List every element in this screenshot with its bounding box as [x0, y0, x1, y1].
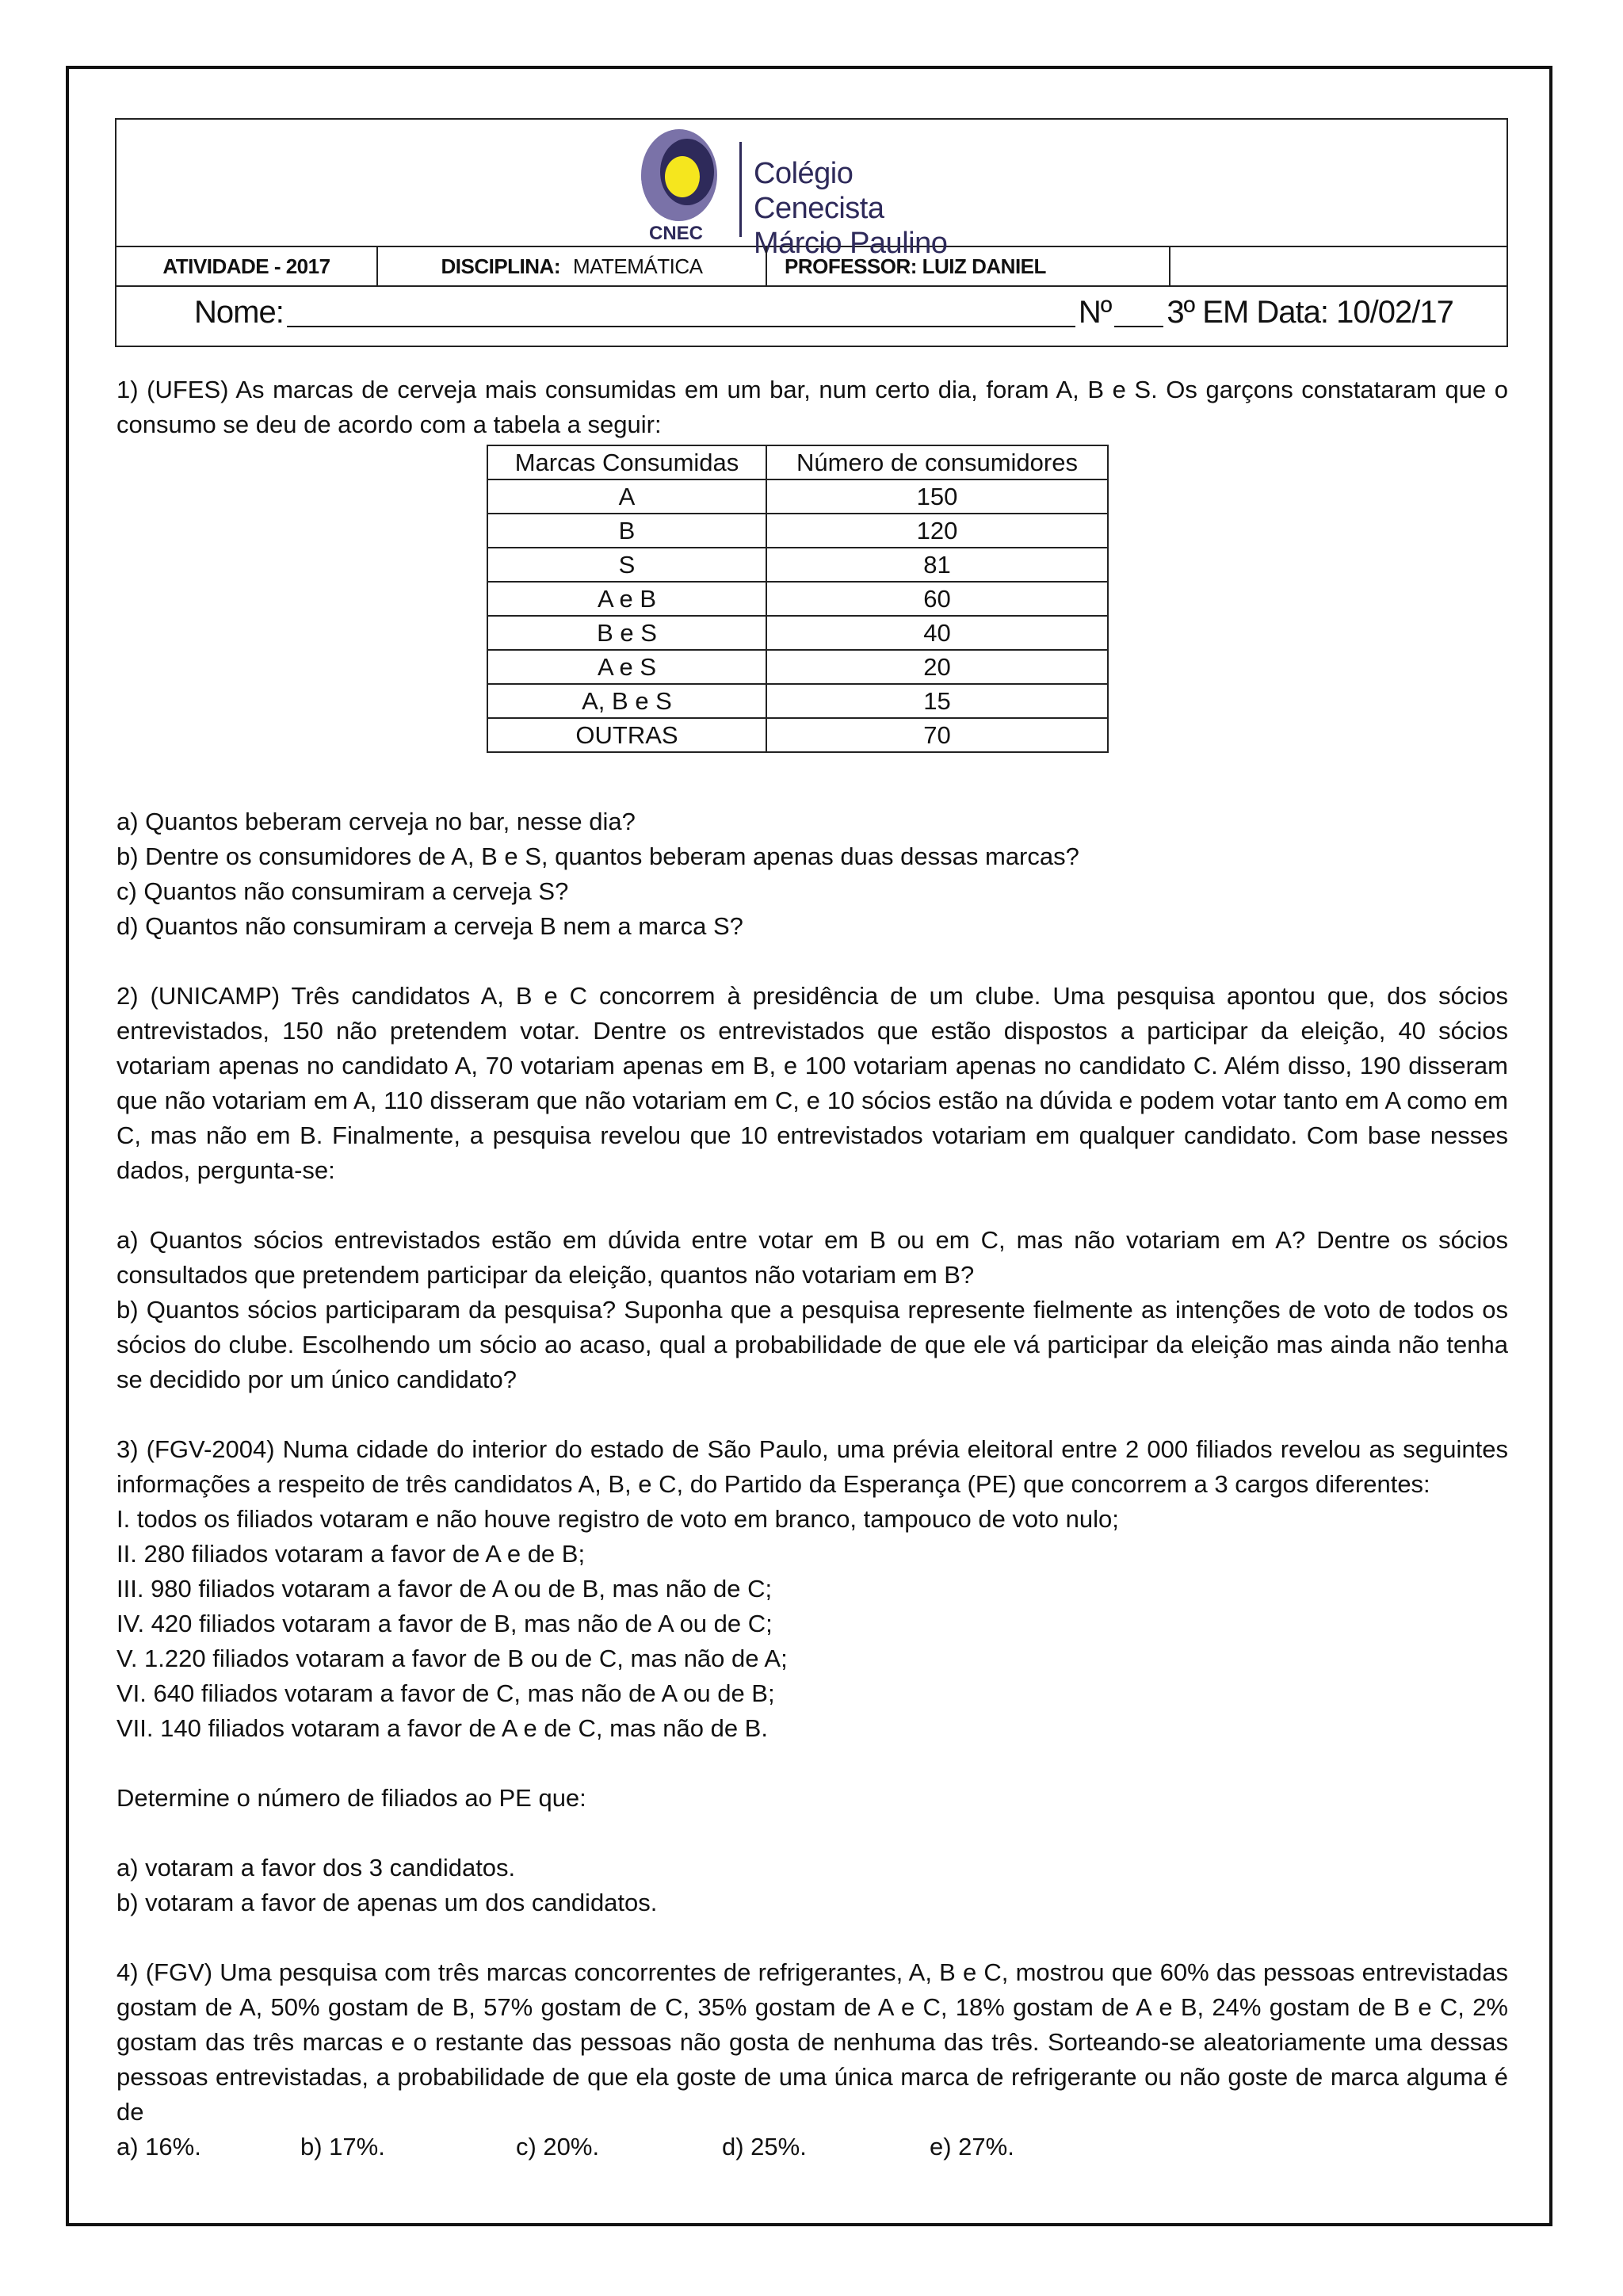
q4-options	[116, 2130, 1508, 2164]
count-cell: 15	[766, 684, 1108, 718]
q1-table	[487, 445, 1109, 753]
q1-items	[116, 804, 1508, 2164]
school-name-line2: Márcio Paulino	[754, 227, 948, 260]
q3-item-b: b) votaram a favor de apenas um dos candidatos.	[116, 1889, 658, 1916]
table-row	[487, 514, 1108, 548]
q3-fact: III. 980 filiados votaram a favor de A ou de B, mas não de C;	[116, 1575, 773, 1603]
blank-cell	[1170, 247, 1508, 285]
q3-fact: IV. 420 filiados votaram a favor de B, mas não de A ou de C;	[116, 1610, 773, 1637]
q3-fact: VI. 640 filiados votaram a favor de C, mas não de A ou de B;	[116, 1679, 775, 1707]
logo-separator	[739, 142, 742, 237]
table-header-row	[487, 445, 1108, 479]
school-name	[754, 156, 966, 261]
table-header: Marcas Consumidas	[487, 445, 766, 479]
q4-option-d: d) 25%.	[722, 2133, 807, 2160]
number-field[interactable]	[1114, 296, 1163, 327]
discipline-label: DISCIPLINA:	[441, 254, 560, 278]
count-cell: 120	[766, 514, 1108, 548]
table-row	[487, 650, 1108, 684]
logo-row	[116, 120, 1507, 260]
worksheet-header	[115, 118, 1508, 347]
q4-statement: 4) (FGV) Uma pesquisa com três marcas concorrentes de refrigerantes, A, B e C, mostrou que 60% das pessoas entrevistadas gostam de A, 50% gostam de B, 57% gostam de C, 35% gostam de A e C, 18% gostam de A e B, 24% gostam de B e C, 2% gostam das três marcas e o restante das pessoas não gosta de nenhuma das três. Sorteando-se aleatoriamente uma dessas pessoas entrevistadas, a probabilidade de que ela goste de uma única marca de refrigerante ou não goste de marca alguma é de	[116, 1958, 1508, 2126]
activity-cell: ATIVIDADE - 2017	[116, 247, 378, 285]
q3-fact: II. 280 filiados votaram a favor de A e de B;	[116, 1540, 586, 1568]
q3-fact: I. todos os filiados votaram e não houve registro de voto em branco, tampouco de voto nulo;	[116, 1505, 1119, 1533]
count-cell: 81	[766, 548, 1108, 582]
brand-cell: B e S	[487, 616, 766, 650]
q4-option-b: b) 17%.	[300, 2133, 385, 2160]
info-row	[116, 247, 1507, 287]
brand-cell: S	[487, 548, 766, 582]
table-row	[487, 616, 1108, 650]
table-row	[487, 684, 1108, 718]
q3-fact: VII. 140 filiados votaram a favor de A e de C, mas não de B.	[116, 1714, 768, 1742]
q1-item-a: a) Quantos beberam cerveja no bar, nesse dia?	[116, 808, 636, 835]
q2-item-a: a) Quantos sócios entrevistados estão em dúvida entre votar em B ou em C, mas não votariam em A? Dentre os sócios consultados que pretendem participar da eleição, quantos não votariam em B?	[116, 1226, 1508, 1289]
brand-cell: OUTRAS	[487, 718, 766, 752]
table-row	[487, 718, 1108, 752]
brand-cell: B	[487, 514, 766, 548]
name-field[interactable]	[287, 296, 1075, 327]
discipline-value: MATEMÁTICA	[572, 254, 703, 278]
q1-statement: 1) (UFES) As marcas de cerveja mais consumidas em um bar, num certo dia, foram A, B e S. Os garçons constataram que o consumo se deu de acordo com a tabela a seguir:	[116, 376, 1508, 438]
class-date: 3º EM Data: 10/02/17	[1167, 295, 1453, 330]
discipline-cell	[378, 247, 767, 285]
count-cell: 150	[766, 479, 1108, 514]
brand-cell: A, B e S	[487, 684, 766, 718]
q2-statement: 2) (UNICAMP) Três candidatos A, B e C concorrem à presidência de um clube. Uma pesquisa apontou que, dos sócios entrevistados, 150 não pretendem votar. Dentre os entrevistados que estão dispostos a participar da eleição, 40 sócios votariam apenas no candidato A, 70 votariam apenas em B, e 100 votariam apenas no candidato C. Além disso, 190 disseram que não votariam em A, 110 disseram que não votariam em C, e 10 sócios estão na dúvida e podem votar tanto em A como em C, mas não em B. Finalmente, a pesquisa revelou que 10 entrevistados votariam em qualquer candidato. Com base nesses dados, pergunta-se:	[116, 982, 1508, 1184]
brand-cell: A	[487, 479, 766, 514]
professor-cell: PROFESSOR: LUIZ DANIEL	[767, 247, 1170, 285]
number-label: Nº	[1078, 295, 1112, 330]
cnec-logo-icon	[633, 126, 736, 245]
q4-option-e: e) 27%.	[930, 2133, 1014, 2160]
count-cell: 70	[766, 718, 1108, 752]
worksheet-body	[116, 372, 1508, 442]
q2-item-b: b) Quantos sócios participaram da pesquisa? Suponha que a pesquisa represente fielmente as intenções de voto de todos os sócios do clube. Escolhendo um sócio ao acaso, qual a probabilidade de que ele vá participar da eleição mas ainda não tenha se decidido por um único candidato?	[116, 1296, 1508, 1393]
table-row	[487, 479, 1108, 514]
count-cell: 20	[766, 650, 1108, 684]
brand-cell: A e S	[487, 650, 766, 684]
q4-option-a: a) 16%.	[116, 2133, 201, 2160]
count-cell: 60	[766, 582, 1108, 616]
q4-option-c: c) 20%.	[516, 2133, 600, 2160]
name-label: Nome:	[194, 295, 284, 330]
q1-item-b: b) Dentre os consumidores de A, B e S, quantos beberam apenas duas dessas marcas?	[116, 842, 1079, 870]
count-cell: 40	[766, 616, 1108, 650]
q1-item-c: c) Quantos não consumiram a cerveja S?	[116, 877, 569, 905]
q3-fact: V. 1.220 filiados votaram a favor de B ou de C, mas não de A;	[116, 1645, 788, 1672]
brand-cell: A e B	[487, 582, 766, 616]
table-header: Número de consumidores	[766, 445, 1108, 479]
svg-text:CNEC: CNEC	[649, 223, 704, 244]
school-name-line1: Colégio Cenecista	[754, 157, 884, 225]
q3-prompt: Determine o número de filiados ao PE que:	[116, 1784, 586, 1812]
table-row	[487, 548, 1108, 582]
q3-item-a: a) votaram a favor dos 3 candidatos.	[116, 1854, 516, 1881]
table-row	[487, 582, 1108, 616]
q1-item-d: d) Quantos não consumiram a cerveja B nem a marca S?	[116, 912, 743, 940]
school-logo	[633, 126, 966, 260]
student-info-line	[194, 295, 1453, 330]
name-row	[116, 287, 1507, 346]
q3-statement: 3) (FGV-2004) Numa cidade do interior do estado de São Paulo, uma prévia eleitoral entre 2 000 filiados revelou as seguintes informações a respeito de três candidatos A, B, e C, do Partido da Esperança (PE) que concorrem a 3 cargos diferentes:	[116, 1435, 1508, 1498]
